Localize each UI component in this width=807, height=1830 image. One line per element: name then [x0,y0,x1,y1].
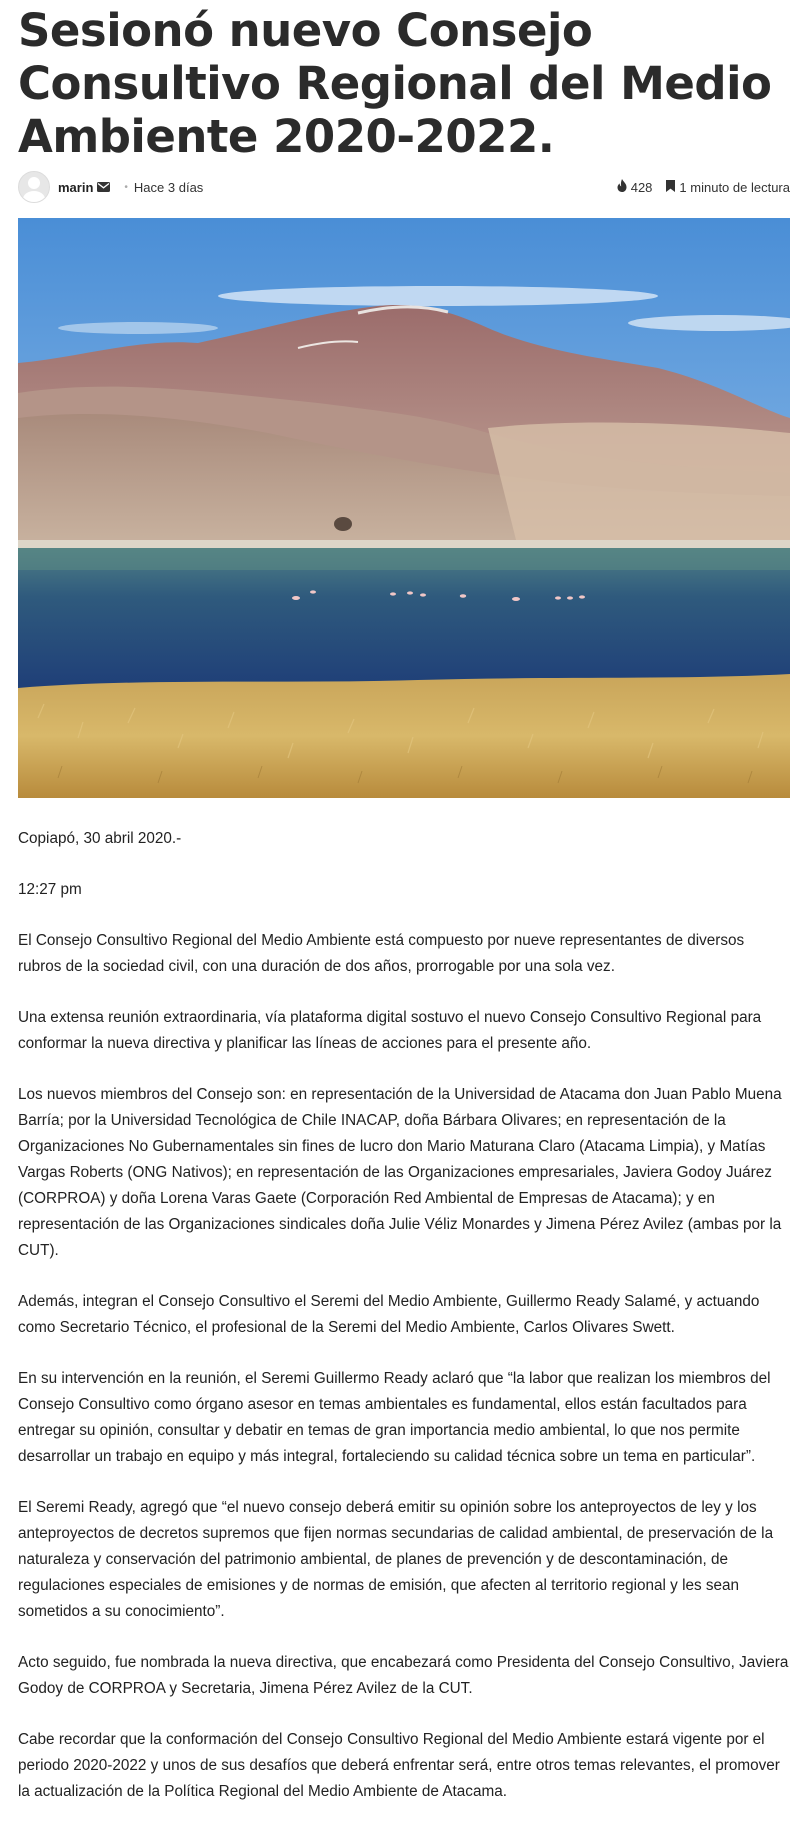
hero-landscape [18,218,790,798]
flame-icon [617,179,627,195]
post-date: Hace 3 días [133,179,204,195]
hero-image [18,218,790,798]
bookmark-icon [666,180,675,195]
view-count: 428 [630,179,653,195]
paragraph: Acto seguido, fue nombrada la nueva directiva, que encabezará como Presidenta del Consejo Consultivo, Javiera Godoy de CORPROA y Secretaria, Jimena Pérez Avilez de la CUT. [18,1654,789,1697]
paragraph: El Seremi Ready, agregó que “el nuevo consejo deberá emitir su opinión sobre los anteproyectos de ley y los anteproyectos de decretos supremos que fijen normas secundarias de calidad ambiental, de preservación de la naturaleza y conservación del patrimonio ambiental, de planes de prevención y de descontaminación, de regulaciones especiales de emisiones y de normas de emisión, que afecten al territorio regional y les sean sometidos a su conocimiento”. [18,1499,774,1620]
article-meta [18,170,790,204]
paragraph-time: 12:27 pm [18,881,82,898]
article-stats [617,179,790,195]
paragraph: Cabe recordar que la conformación del Consejo Consultivo Regional del Medio Ambiente estará vigente por el periodo 2020-2022 y unos de sus desafíos que deberá enfrentar será, entre otros temas relevantes, el promover la actualización de la Política Regional del Medio Ambiente de Atacama. [18,1731,780,1800]
article-title: Sesionó nuevo Consejo Consultivo Regional del Medio Ambiente 2020-2022. [18,4,772,163]
meta-separator-dot: • [124,181,128,193]
paragraph: Una extensa reunión extraordinaria, vía plataforma digital sostuvo el nuevo Consejo Consultivo Regional para conformar la nueva directiva y planificar las líneas de acciones para el presente año. [18,1009,762,1052]
article-body [18,826,790,1830]
paragraph: En su intervención en la reunión, el Seremi Guillermo Ready aclaró que “la labor que realizan los miembros del Consejo Consultivo como órgano asesor en temas ambientales es fundamental, ellos están facultados para entregar su opinión, consultar y debatir en temas de gran importancia medio ambiental, lo que nos permite desarrollar un trabajo en equipo y más integral, fortaleciendo su calidad técnica sobre un tema en particular”. [18,1370,771,1465]
paragraph: El Consejo Consultivo Regional del Medio Ambiente está compuesto por nueve representantes de diversos rubros de la sociedad civil, con una duración de dos años, prorrogable por una sola vez. [18,932,745,975]
paragraph: Además, integran el Consejo Consultivo el Seremi del Medio Ambiente, Guillermo Ready Salamé, y actuando como Secretario Técnico, el profesional de la Seremi del Medio Ambiente, Carlos Olivares Swett. [18,1293,760,1336]
author-name[interactable]: marin [58,179,94,195]
author-avatar[interactable] [18,171,50,203]
paragraph-date: Copiapó, 30 abril 2020.- [18,830,182,847]
paragraph: Los nuevos miembros del Consejo son: en representación de la Universidad de Atacama don Juan Pablo Muena Barría; por la Universidad Tecnológica de Chile INACAP, doña Bárbara Olivares; en representación de la Organizaciones No Gubernamentales sin fines de lucro don Mario Maturana Claro (Atacama Limpia), y Matías Vargas Roberts (ONG Nativos); en representación de las Organizaciones empresariales, Javiera Godoy Juárez (CORPROA) y doña Lorena Varas Gaete (Corporación Red Ambiental de Empresas de Atacama); y en representación de las Organizaciones sindicales doña Julie Véliz Monardes y Jimena Pérez Avilez (ambas por la CUT). [18,1086,782,1259]
reading-time: 1 minuto de lectura [679,179,790,195]
envelope-icon[interactable] [97,182,110,192]
